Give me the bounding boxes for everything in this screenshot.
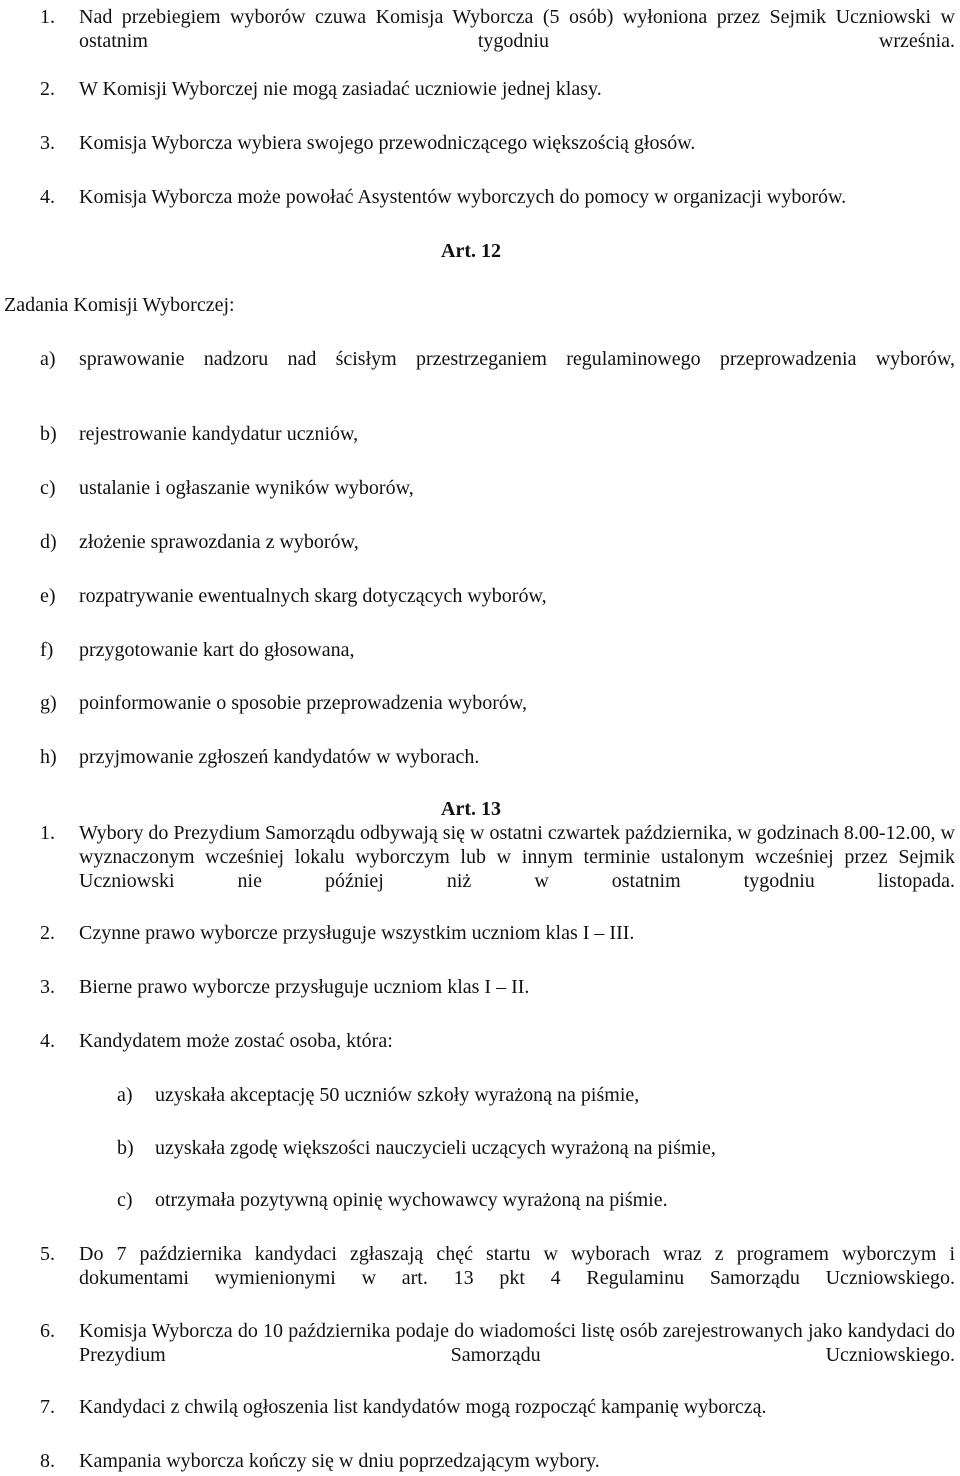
list-item-number: c) bbox=[40, 477, 56, 499]
sublist-item-number: c) bbox=[117, 1189, 133, 1211]
list-item-number: 3. bbox=[40, 132, 55, 154]
list-item-number: f) bbox=[40, 639, 54, 661]
list-item-number: 1. bbox=[40, 822, 55, 844]
list-item-text: sprawowanie nadzoru nad ścisłym przestrzeganiem regulaminowego przeprowadzenia wyborów, bbox=[79, 348, 955, 370]
list-item-number: 8. bbox=[40, 1450, 55, 1472]
list-item-text: W Komisji Wyborczej nie mogą zasiadać uczniowie jednej klasy. bbox=[79, 78, 602, 100]
list-item-text: przyjmowanie zgłoszeń kandydatów w wyborach. bbox=[79, 746, 480, 768]
list-item-text: poinformowanie o sposobie przeprowadzenia wyborów, bbox=[79, 692, 528, 714]
list-item-number: e) bbox=[40, 585, 56, 607]
sublist-item-text: uzyskała akceptację 50 uczniów szkoły wyrażoną na piśmie, bbox=[155, 1084, 640, 1106]
list-item-text: rozpatrywanie ewentualnych skarg dotyczących wyborów, bbox=[79, 585, 547, 607]
article-heading: Art. 13 bbox=[441, 798, 501, 820]
list-item-number: 5. bbox=[40, 1243, 55, 1265]
list-item-text: przygotowanie kart do głosowana, bbox=[79, 639, 355, 661]
list-item-text: Komisja Wyborcza do 10 października podaje do wiadomości listę osób zarejestrowanych jako kandydaci do Prezydium Samorządu Uczniowskiego. bbox=[79, 1320, 955, 1366]
list-item-text: złożenie sprawozdania z wyborów, bbox=[79, 531, 359, 553]
list-item-number: h) bbox=[40, 746, 57, 768]
list-item-number: 6. bbox=[40, 1320, 55, 1342]
list-item-number: 2. bbox=[40, 78, 55, 100]
list-item-text: Kandydatem może zostać osoba, która: bbox=[79, 1030, 393, 1052]
list-item-text: Kampania wyborcza kończy się w dniu poprzedzającym wybory. bbox=[79, 1450, 600, 1472]
list-item-text: Komisja Wyborcza może powołać Asystentów wyborczych do pomocy w organizacji wyborów. bbox=[79, 186, 847, 208]
list-item-text: Nad przebiegiem wyborów czuwa Komisja Wyborcza (5 osób) wyłoniona przez Sejmik Uczniowski w ostatnim tygodniu września. bbox=[79, 6, 955, 52]
list-item-text: ustalanie i ogłaszanie wyników wyborów, bbox=[79, 477, 414, 499]
article-heading: Art. 12 bbox=[441, 240, 501, 262]
article-intro: Zadania Komisji Wyborczej: bbox=[4, 294, 235, 316]
list-item-text: Kandydaci z chwilą ogłoszenia list kandydatów mogą rozpocząć kampanię wyborczą. bbox=[79, 1396, 767, 1418]
list-item-number: a) bbox=[40, 348, 56, 370]
list-item-number: b) bbox=[40, 423, 57, 445]
list-item-number: 4. bbox=[40, 1030, 55, 1052]
list-item-text: rejestrowanie kandydatur uczniów, bbox=[79, 423, 359, 445]
list-item-text: Komisja Wyborcza wybiera swojego przewodniczącego większością głosów. bbox=[79, 132, 696, 154]
list-item-number: 2. bbox=[40, 922, 55, 944]
list-item-number: 3. bbox=[40, 976, 55, 998]
sublist-item-text: uzyskała zgodę większości nauczycieli uczących wyrażoną na piśmie, bbox=[155, 1137, 716, 1159]
list-item-number: 4. bbox=[40, 186, 55, 208]
sublist-item-number: b) bbox=[117, 1137, 134, 1159]
list-item-text: Wybory do Prezydium Samorządu odbywają się w ostatni czwartek października, w godzinach 8.00-12.00, w wyznaczonym wcześniej lokalu wyborczym lub w innym terminie ustalonym wcześniej przez Sejmik Uczniowski nie później niż w ostatnim tygodniu listopada. bbox=[79, 822, 955, 892]
sublist-item-text: otrzymała pozytywną opinię wychowawcy wyrażoną na piśmie. bbox=[155, 1189, 668, 1211]
list-item-number: d) bbox=[40, 531, 57, 553]
sublist-item-number: a) bbox=[117, 1084, 133, 1106]
list-item-number: 1. bbox=[40, 6, 55, 28]
list-item-number: 7. bbox=[40, 1396, 55, 1418]
list-item-text: Bierne prawo wyborcze przysługuje uczniom klas I – II. bbox=[79, 976, 530, 998]
list-item-text: Do 7 października kandydaci zgłaszają chęć startu w wyborach wraz z programem wyborczym i dokumentami wymienionymi w art. 13 pkt 4 Regulaminu Samorządu Uczniowskiego. bbox=[79, 1243, 955, 1289]
list-item-number: g) bbox=[40, 692, 57, 714]
list-item-text: Czynne prawo wyborcze przysługuje wszystkim uczniom klas I – III. bbox=[79, 922, 635, 944]
